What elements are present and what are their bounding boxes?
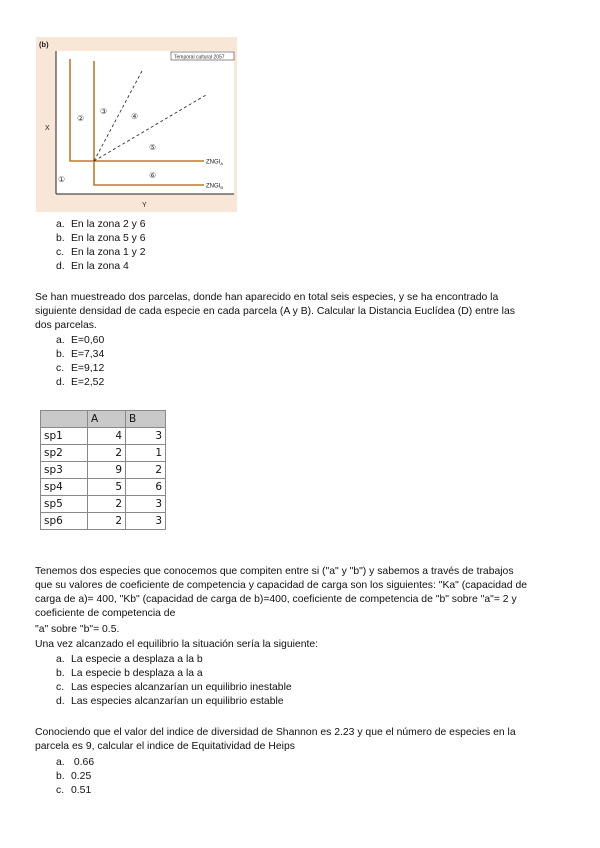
table-header-cell: A [88,411,126,428]
q4-option-c[interactable] [56,785,91,797]
table-cell: 2 [88,496,126,513]
q2-option-c-key: c. [56,363,65,374]
q3-text-line: Una vez alcanzado el equilibrio la situación sería la siguiente: [35,639,319,650]
table-cell: sp6 [41,513,88,530]
figure-panel-label: (b) [39,40,49,49]
table-row [41,428,166,445]
q3-text-line: coeficiente de competencia de [35,608,176,619]
q2-option-d[interactable] [56,377,104,389]
table-row [41,496,166,513]
q3-option-c-text: Las especies alcanzarían un equilibrio inestable [71,682,292,693]
table-cell: sp2 [41,445,88,462]
q4-option-a[interactable] [56,757,94,769]
q3-option-d-key: d. [56,696,65,707]
table-cell: sp5 [41,496,88,513]
table-cell: 3 [126,513,166,530]
q3-text-line: carga de a)= 400, "Kb" (capacidad de carga de b)=400, coeficiente de competencia de "b" sobre "a"= 2 y [35,594,517,605]
q3-option-c[interactable] [56,682,292,694]
table-row [41,513,166,530]
q4-option-a-key: a. [56,757,65,768]
table-cell: 5 [88,479,126,496]
table-row [41,479,166,496]
q1-option-d[interactable] [56,261,129,273]
q1-option-a[interactable] [56,219,146,231]
q1-option-c[interactable] [56,247,146,259]
table-cell: 1 [126,445,166,462]
q3-option-d[interactable] [56,696,284,708]
q4-option-a-text: 0.66 [71,757,95,768]
density-table [40,410,166,530]
table-cell: 2 [88,445,126,462]
table-cell: sp3 [41,462,88,479]
q2-option-b[interactable] [56,349,104,361]
zngi-figure [36,37,237,212]
q1-option-d-key: d. [56,261,65,272]
zone-4-label: ④ [131,112,139,121]
q2-option-b-text: E=7,34 [71,349,105,360]
q3-option-a-key: a. [56,654,65,665]
table-row [41,445,166,462]
zone-6-label: ⑥ [149,171,157,180]
table-cell: 6 [126,479,166,496]
table-cell: 2 [126,462,166,479]
legend-text: Temporal cultural 2057 [174,54,225,61]
q3-option-b-key: b. [56,668,65,679]
q4-option-b-key: b. [56,771,65,782]
q3-option-b[interactable] [56,668,203,680]
q3-option-b-text: La especie b desplaza a la a [71,668,203,679]
zone-2-label: ② [77,114,85,123]
q3-text-line: "a" sobre "b"= 0.5. [35,624,120,635]
table-header-row [41,411,166,428]
q2-option-d-key: d. [56,377,65,388]
q3-option-d-text: Las especies alcanzarían un equilibrio estable [71,696,284,707]
q1-option-c-key: c. [56,247,65,258]
q3-option-a-text: La especie a desplaza a la b [71,654,203,665]
q1-option-b-text: En la zona 5 y 6 [71,233,146,244]
table-header-cell [41,411,88,428]
q1-option-c-text: En la zona 1 y 2 [71,247,146,258]
q4-option-c-key: c. [56,785,65,796]
table-header-cell: B [126,411,166,428]
q2-option-c-text: E=9,12 [71,363,105,374]
table-row [41,462,166,479]
table-cell: sp4 [41,479,88,496]
q2-text-line: Se han muestreado dos parcelas, donde han aparecido en total seis especies, y se ha encontrado la [35,292,499,303]
q4-option-c-text: 0.51 [71,785,92,796]
table-cell: 4 [88,428,126,445]
y-axis-label: X [45,125,50,132]
q1-option-b[interactable] [56,233,146,245]
q4-text-line: parcela es 9, calcular el indice de Equitatividad de Heips [35,741,295,752]
q3-option-c-key: c. [56,682,65,693]
table-cell: 2 [88,513,126,530]
x-axis-label: Y [142,202,147,209]
q2-text-line: siguiente densidad de cada especie en cada parcela (A y B). Calcular la Distancia Euclídea (D) entre las [35,306,515,317]
zone-1-label: ① [58,175,66,184]
zngi-a-label: $ZNGI_A$ [206,159,224,166]
zone-5-label: ⑤ [149,143,157,152]
q2-option-a[interactable] [56,335,104,347]
zone-3-label: ③ [100,107,108,116]
q3-option-a[interactable] [56,654,203,666]
q3-text-line: Tenemos dos especies que conocemos que compiten entre si ("a" y "b") y sabemos a través de trabajos [35,566,514,577]
table-cell: sp1 [41,428,88,445]
q3-text-line: que su valores de coeficiente de competencia y capacidad de carga son los siguientes: "Ka" (capacidad de [35,580,528,591]
q1-option-a-key: a. [56,219,65,230]
q2-text-line: dos parcelas. [35,320,97,331]
table-cell: 3 [126,428,166,445]
table-cell: 3 [126,496,166,513]
q2-option-a-text: E=0,60 [71,335,105,346]
q1-option-a-text: En la zona 2 y 6 [71,219,146,230]
table-cell: 9 [88,462,126,479]
q4-option-b[interactable] [56,771,91,783]
q4-option-b-text: 0.25 [71,771,92,782]
q2-option-d-text: E=2,52 [71,377,105,388]
q2-option-b-key: b. [56,349,65,360]
q2-option-c[interactable] [56,363,104,375]
q4-text-line: Conociendo que el valor del indice de diversidad de Shannon es 2.23 y que el número de especies en la [35,727,516,738]
q1-option-d-text: En la zona 4 [71,261,129,272]
zngi-b-label: $ZNGI_B$ [206,183,224,190]
q1-option-b-key: b. [56,233,65,244]
q2-option-a-key: a. [56,335,65,346]
